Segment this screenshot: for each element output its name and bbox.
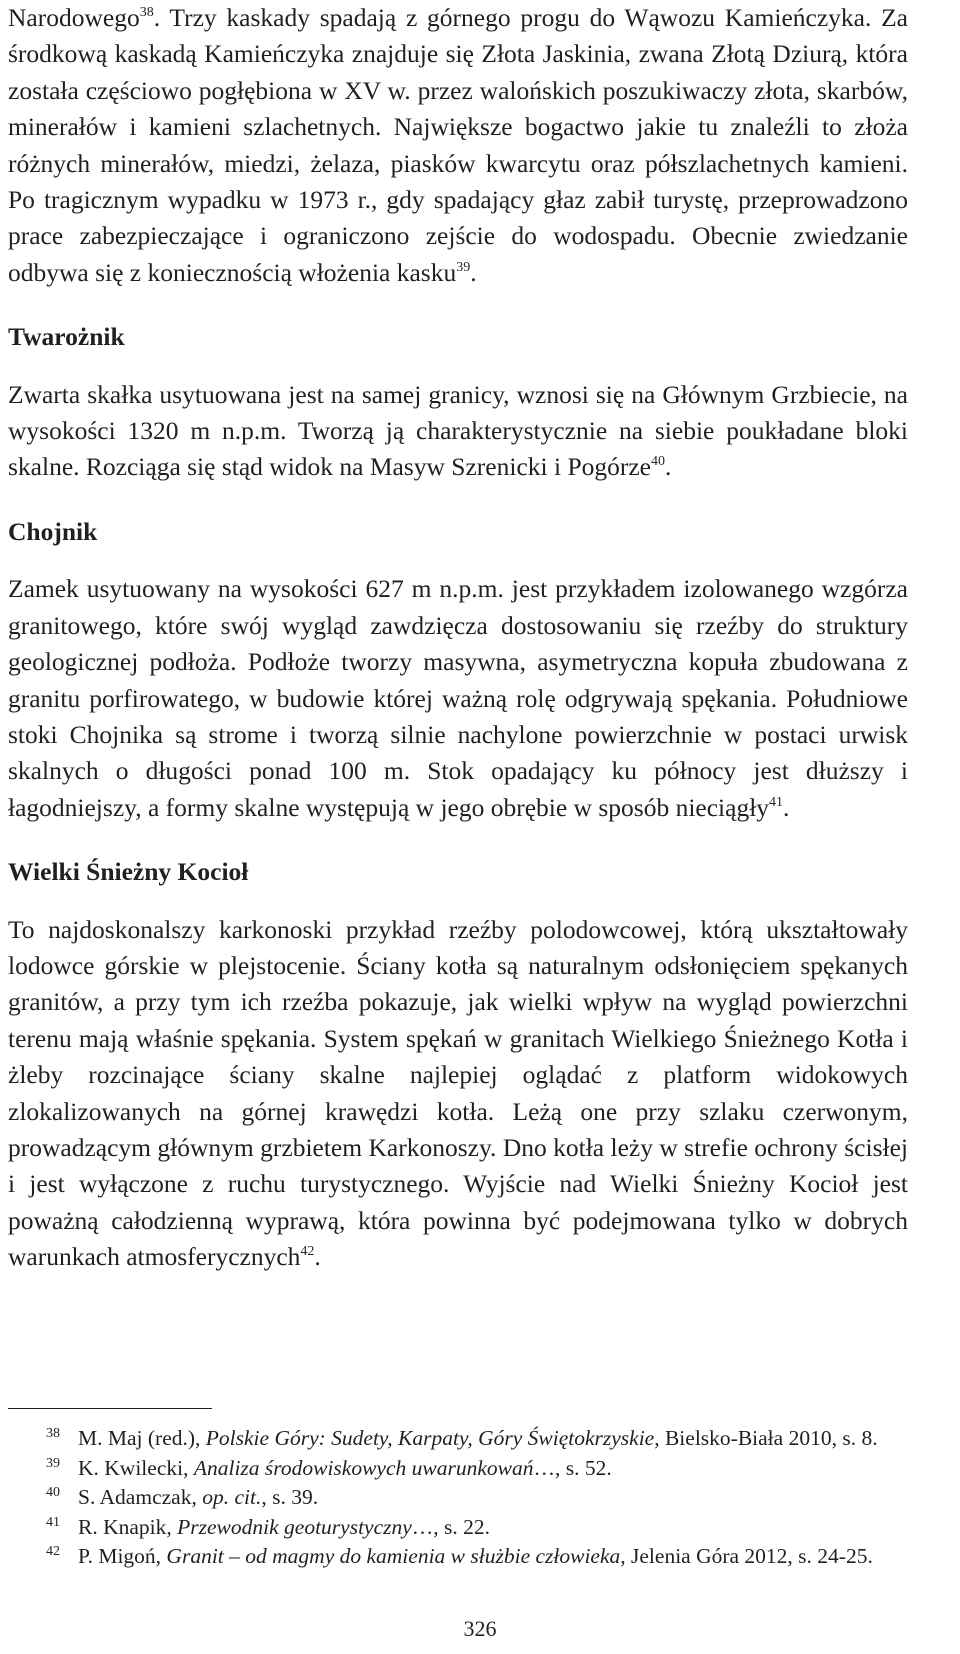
section-text: To najdoskonalszy karkonoski przykład rzeźby polodowcowej, którą ukształtowały lodowce górskie w plejstocenie. Ściany kotła są naturalnym odsłonięciem spękanych granitów, a przy tym ich rzeźba pokazuje, jak wielki wpływ na wygląd powierzchni terenu mają właśnie spękania. System spękań w granitach Wielkiego Śnieżnego Kotła i żleby rozcinające ściany skalne najlepiej oglądać z platform widokowych zlokalizowanych na górnej krawędzi kotła. Leżą one przy szlaku czerwonym, prowadzącym głównym grzbietem Karkonoszy. Dno kotła leży w strefie ochrony ścisłej i jest wyłączone z ruchu turystycznego. Wyjście nad Wielki Śnieżny Kocioł jest poważną całodzienną wyprawą, która powinna być podejmowana tylko w dobrych warunkach atmosferycznych — [8, 914, 908, 1272]
section-text-end: . — [314, 1242, 321, 1272]
footnote-number: 39 — [46, 1455, 60, 1471]
intro-text-start: Narodowego — [8, 3, 140, 32]
footnote-title: Przewodnik geoturystyczny — [177, 1514, 412, 1539]
intro-text-end: . — [470, 257, 477, 287]
footnote-item — [8, 1454, 928, 1484]
page-body — [8, 0, 908, 1276]
section-text-end: . — [783, 792, 790, 822]
footnote-details: , Jelenia Góra 2012, s. 24-25. — [620, 1544, 873, 1568]
footnote-title: Analiza środowiskowych uwarunkowań — [193, 1455, 534, 1480]
section-text: Zwarta skałka usytuowana jest na samej granicy, wznosi się na Głównym Grzbiecie, na wysokości 1320 m n.p.m. Tworzą ją charakterystycznie na siebie poukładane bloki skalne. Rozciąga się stąd widok na Masyw Szrenicki i Pogórze — [8, 379, 908, 482]
footnote-author: R. Knapik, — [78, 1514, 178, 1539]
footnote-number: 42 — [46, 1544, 60, 1559]
footnote-ref-41[interactable]: 41 — [769, 794, 784, 810]
footnote-item — [8, 1513, 928, 1543]
footnote-author: S. Adamczak, — [78, 1485, 203, 1509]
footnotes — [8, 1424, 928, 1572]
section-paragraph-wielki-snieżny-kociol — [8, 912, 908, 1276]
section-text: Zamek usytuowany na wysokości 627 m n.p.m. jest przykładem izolowanego wzgórza granitowego, które swój wygląd zawdzięcza dostosowaniu się rzeźby do struktury geologicznej podłoża. Podłoże tworzy masywna, asymetryczna kopuła zbudowana z granitu porfirowatego, w budowie której ważną rolę odgrywają spękania. Południowe stoki Chojnika są strome i tworzą silnie nachylone powierzchnie w postaci urwisk skalnych o długości ponad 100 m. Stok opadający ku północy jest dłuższy i łagodniejszy, a formy skalne występują w jego obrębie w sposób nieciągły — [8, 574, 908, 822]
section-heading-twaroznik: Twarożnik — [8, 322, 125, 352]
footnote-ref-39[interactable]: 39 — [456, 259, 471, 275]
intro-paragraph — [8, 0, 908, 291]
footnote-number: 40 — [46, 1485, 60, 1500]
footnote-title: Polskie Góry: Sudety, Karpaty, Góry Świętokrzyskie — [205, 1426, 655, 1450]
footnote-details: …, s. 52. — [533, 1455, 612, 1480]
footnote-divider — [8, 1408, 212, 1409]
section-heading-chojnik: Chojnik — [8, 516, 98, 546]
footnote-ref-40[interactable]: 40 — [651, 454, 666, 470]
footnote-number: 38 — [46, 1426, 60, 1441]
footnote-author: M. Maj (red.), — [78, 1426, 206, 1450]
footnote-item — [8, 1424, 928, 1454]
footnote-details: , Bielsko-Biała 2010, s. 8. — [654, 1426, 878, 1450]
section-paragraph-chojnik — [8, 571, 908, 826]
footnote-author: P. Migoń, — [78, 1544, 167, 1568]
footnote-title: Granit – od magmy do kamienia w służbie człowieka — [166, 1544, 621, 1568]
footnote-item — [8, 1542, 928, 1572]
section-text-end: . — [665, 452, 672, 482]
page-number: 326 — [463, 1616, 497, 1641]
footnote-number: 41 — [46, 1514, 60, 1530]
footnote-details: …, s. 22. — [411, 1514, 491, 1539]
intro-text-body: . Trzy kaskady spadają z górnego progu do Wąwozu Kamieńczyka. Za środkową kaskadą Kamieńczyka znajduje się Złota Jaskinia, zwana Złotą Dziurą, która została częściowo pogłębiona w XV w. przez walońskich poszukiwaczy złota, skarbów, minerałów i kamieni szlachetnych. Największe bogactwo jakie tu znaleźli to złoża różnych minerałów, miedzi, żelaza, piasków kwarcytu oraz półszlachetnych kamieni. Po tragicznym wypadku w 1973 r., gdy spadający głaz zabił turystę, przeprowadzono prace zabezpieczające i ograniczono zejście do wodospadu. Obecnie zwiedzanie odbywa się z koniecznością włożenia kasku — [8, 3, 908, 287]
footnote-title: op. cit. — [202, 1485, 262, 1509]
section-heading-wielki-snieżny-kociol: Wielki Śnieżny Kocioł — [8, 857, 249, 887]
footnote-ref-42[interactable]: 42 — [300, 1244, 315, 1260]
footnote-details: , s. 39. — [261, 1485, 319, 1509]
footnote-author: K. Kwilecki, — [78, 1455, 194, 1480]
section-paragraph-twaroznik — [8, 377, 908, 486]
footnote-ref-38[interactable]: 38 — [139, 5, 154, 20]
footnote-item — [8, 1483, 928, 1513]
